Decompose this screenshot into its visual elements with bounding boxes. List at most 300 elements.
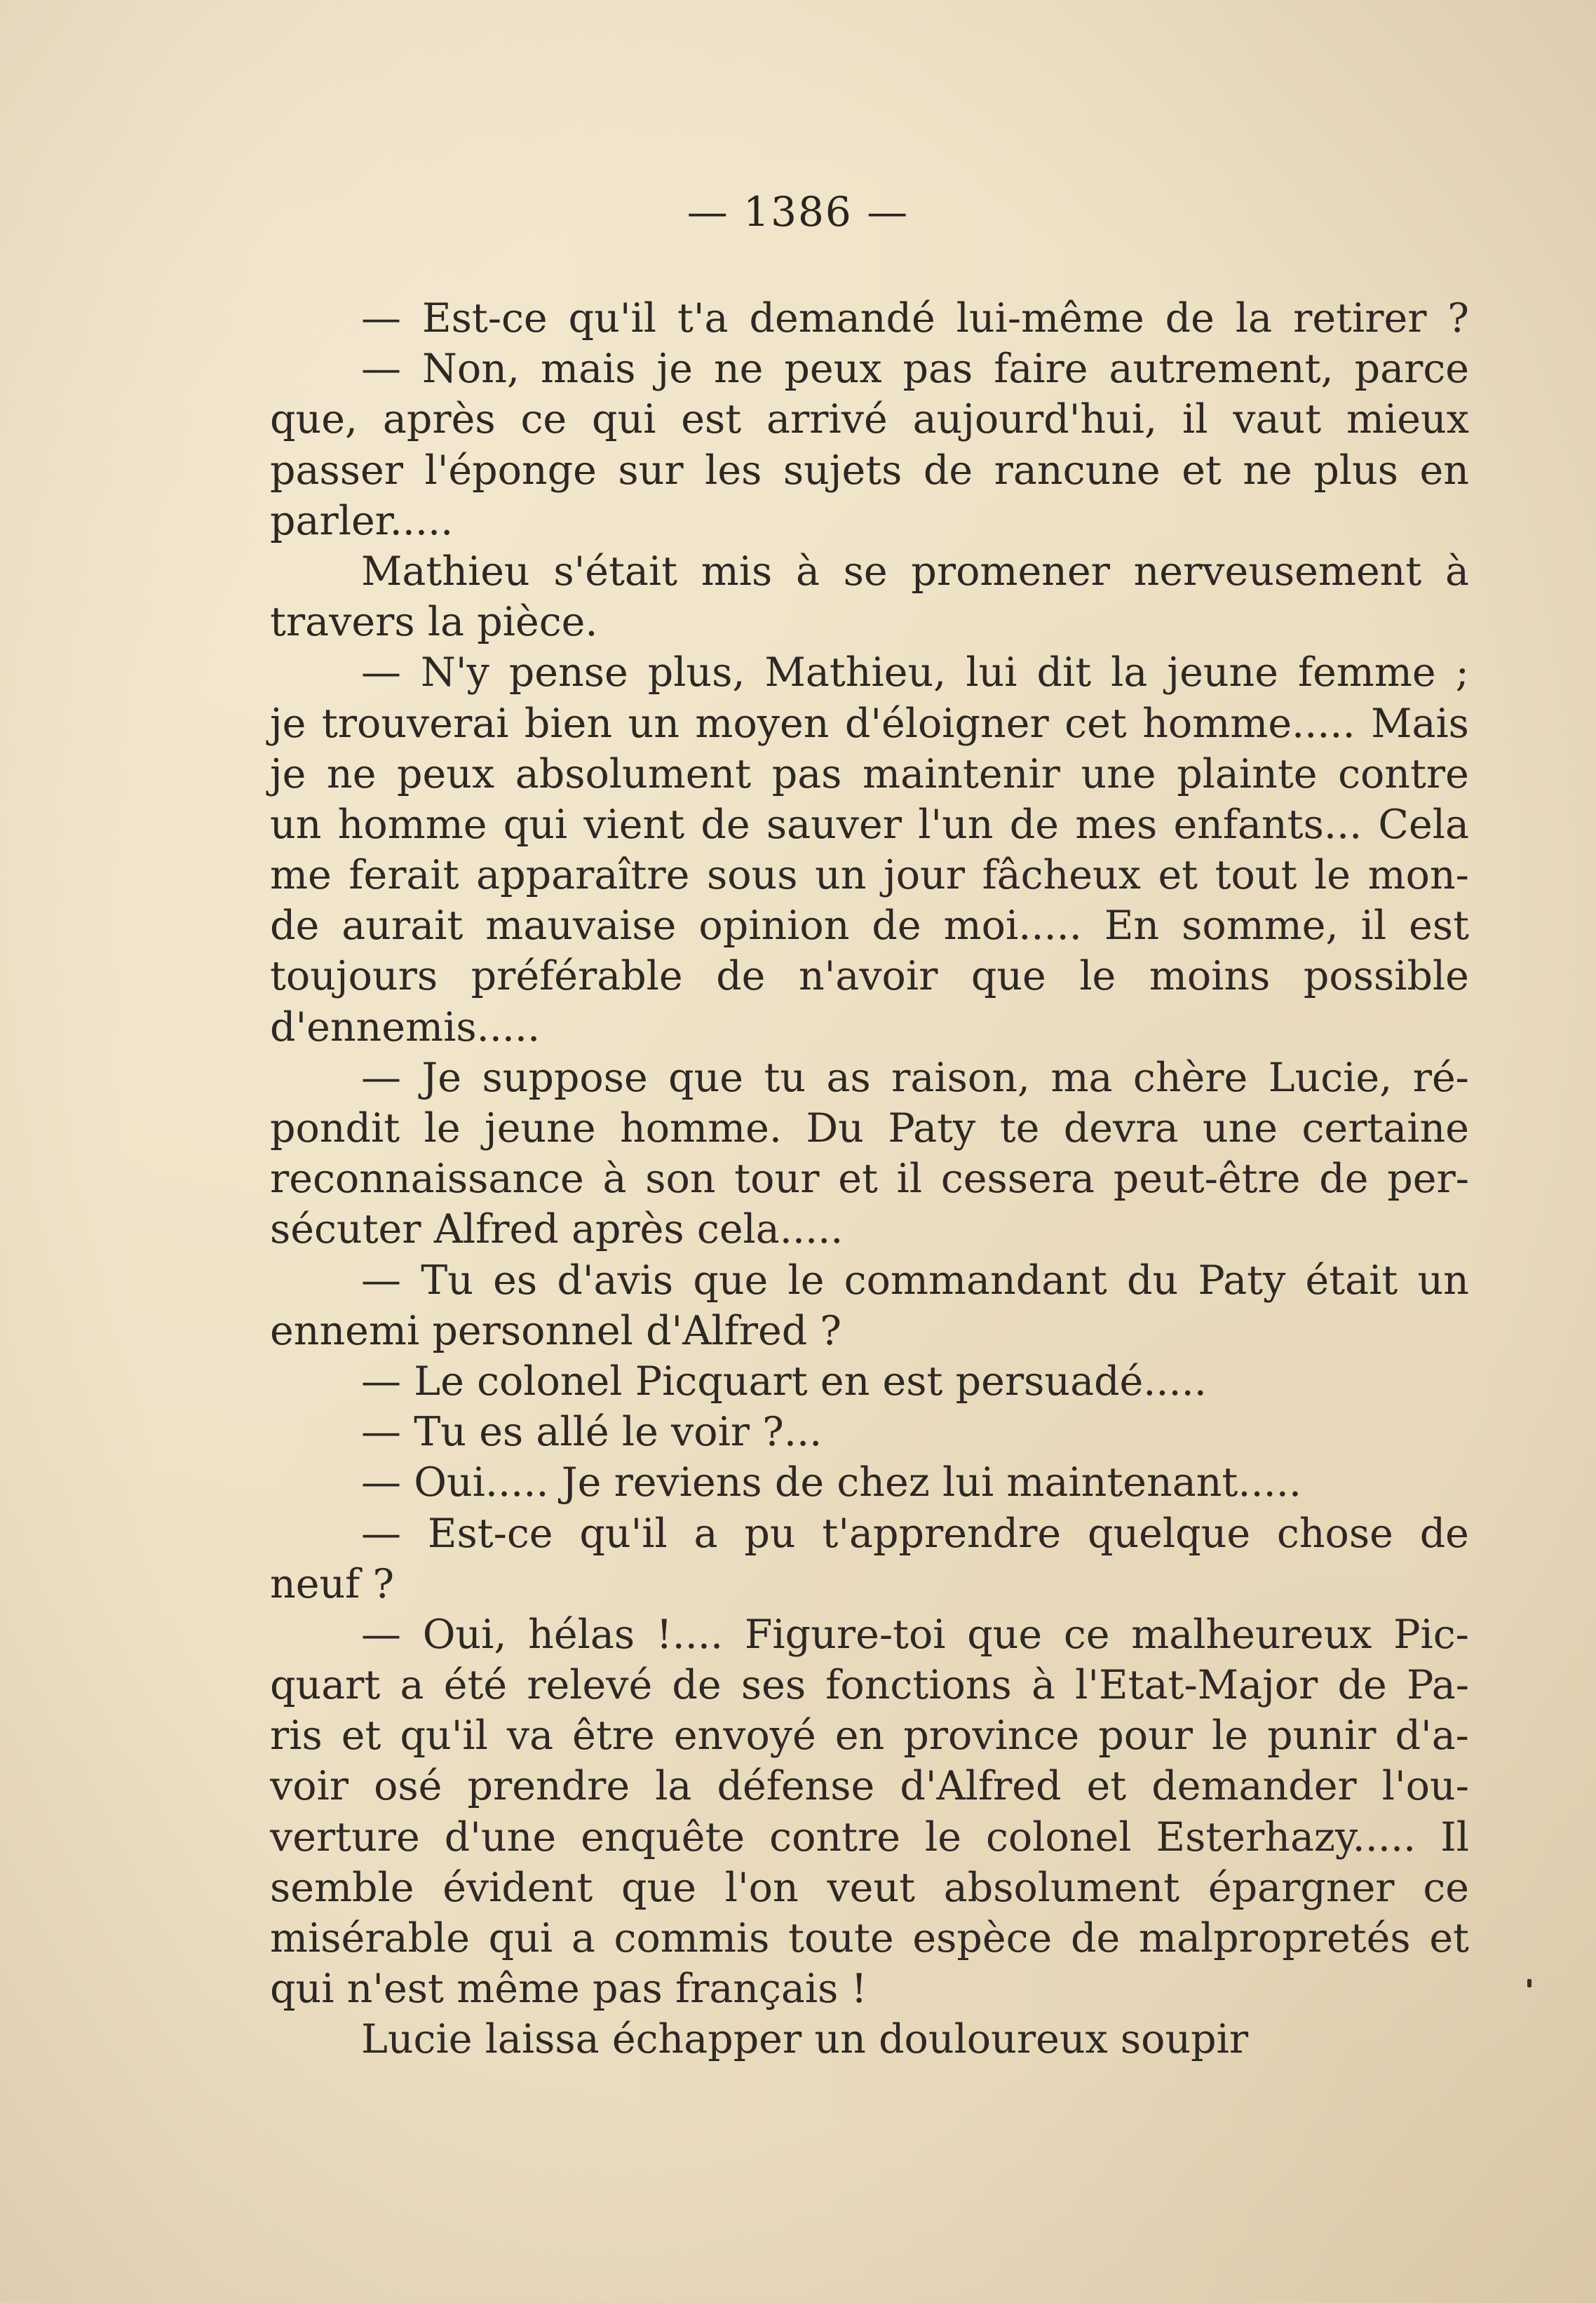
word: vaut: [1233, 396, 1322, 443]
word: —: [361, 649, 401, 696]
text-line: [270, 394, 1469, 445]
text-line: [270, 1154, 1469, 1204]
text-line: [270, 951, 1469, 1001]
word: —: [361, 1358, 401, 1405]
word: tout: [1215, 852, 1297, 899]
word: même: [457, 1966, 580, 2013]
word: et: [838, 1156, 878, 1203]
word: du: [1127, 1257, 1179, 1304]
word: ne: [713, 346, 764, 393]
word: autrement,: [1109, 346, 1334, 393]
text-line: [270, 698, 1469, 749]
word: —: [361, 1054, 401, 1101]
word: pour: [1098, 1713, 1193, 1760]
text-line: [270, 293, 1469, 344]
word: pense: [508, 649, 628, 696]
word: —: [361, 1459, 401, 1506]
word: reviens: [614, 1459, 762, 1506]
word: persuadé.....: [955, 1358, 1207, 1405]
text-line: [270, 1204, 1469, 1255]
word: il: [896, 1156, 923, 1203]
word: ce: [520, 396, 567, 443]
word: demandé: [749, 295, 935, 342]
word: Le: [414, 1358, 464, 1405]
word: plus,: [647, 649, 745, 696]
word: absolument: [515, 750, 752, 797]
word: Je: [561, 1459, 602, 1506]
word: il: [1182, 396, 1208, 443]
word: enquête: [581, 1814, 745, 1860]
word: français: [675, 1966, 839, 2013]
word: Lucie,: [1268, 1054, 1393, 1101]
word: hélas: [528, 1611, 635, 1658]
text-line: [270, 1812, 1469, 1863]
word: d'avis: [557, 1257, 674, 1304]
word: plus: [1313, 447, 1398, 494]
word: me: [270, 852, 332, 899]
word: te: [999, 1105, 1040, 1152]
word: maintenir: [863, 750, 1060, 797]
text-line: [270, 1508, 1469, 1559]
word: sur: [618, 447, 684, 494]
word: que: [621, 1864, 696, 1911]
word: ma: [1050, 1054, 1113, 1101]
word: ne: [327, 750, 377, 797]
word: l'ou-: [1381, 1763, 1469, 1810]
word: et: [1429, 1915, 1469, 1961]
word: un: [1417, 1257, 1469, 1304]
word: un: [628, 700, 679, 747]
word: N'y: [421, 649, 489, 696]
word: contre: [769, 1814, 900, 1860]
text-line: [270, 1559, 1469, 1609]
word: Picquart: [635, 1358, 808, 1405]
word: s'était: [553, 548, 678, 595]
word: laissa: [485, 2016, 600, 2063]
word: de: [716, 953, 766, 1000]
text-line: [270, 1002, 1469, 1053]
word: peux: [784, 346, 882, 393]
word: Pic-: [1393, 1611, 1469, 1658]
word: devra: [1063, 1105, 1179, 1152]
text-line: [270, 1863, 1469, 1913]
word: le: [621, 1409, 658, 1456]
word: pas: [593, 1966, 663, 2013]
word: aujourd'hui,: [912, 396, 1158, 443]
word: colonel: [986, 1814, 1132, 1860]
word: est: [681, 396, 742, 443]
word: promener: [911, 548, 1110, 595]
word: de: [1337, 1662, 1387, 1709]
word: Mathieu,: [764, 649, 947, 696]
word: colonel: [477, 1358, 623, 1405]
text-line: [270, 1255, 1469, 1306]
word: commandant: [844, 1257, 1107, 1304]
word: trouverai: [321, 700, 509, 747]
word: qui: [592, 396, 656, 443]
text-line: [270, 344, 1469, 394]
word: t'a: [677, 295, 729, 342]
word: per-: [1387, 1156, 1469, 1203]
word: somme,: [1182, 903, 1339, 950]
word: chose: [1276, 1510, 1393, 1557]
word: parce: [1354, 346, 1469, 393]
word: évident: [442, 1864, 593, 1911]
text-line: [270, 1609, 1469, 1660]
word: arrivé: [766, 396, 888, 443]
word: sécuter: [270, 1206, 421, 1253]
word: moi.....: [943, 903, 1082, 950]
word: t'apprendre: [822, 1510, 1062, 1557]
word: jeune: [485, 1105, 596, 1152]
word: contre: [1338, 750, 1469, 797]
word: Pa-: [1406, 1662, 1469, 1709]
word: —: [361, 346, 401, 393]
word: de: [872, 903, 921, 950]
word: Lucie: [361, 2016, 473, 2063]
word: ferait: [349, 852, 459, 899]
word: lui: [942, 1459, 994, 1506]
word: qui: [270, 1966, 334, 2013]
word: homme: [337, 801, 487, 848]
text-line: [270, 1356, 1469, 1407]
word: peux: [397, 750, 495, 797]
word: Tu: [421, 1257, 473, 1304]
word: de: [774, 1459, 825, 1506]
word: plainte: [1177, 750, 1318, 797]
word: douloureux: [879, 2016, 1108, 2063]
word: d'ennemis.....: [270, 1004, 541, 1051]
word: mes: [1075, 801, 1158, 848]
word: quelque: [1087, 1510, 1251, 1557]
word: espèce: [912, 1915, 1053, 1961]
word: mon-: [1367, 852, 1469, 899]
word: défense: [717, 1763, 875, 1810]
text-line: [270, 597, 1469, 647]
word: et: [1086, 1763, 1127, 1810]
word: sujets: [783, 447, 902, 494]
word: suppose: [482, 1054, 648, 1101]
word: de: [1009, 801, 1059, 848]
word: les: [705, 447, 762, 494]
word: peut-être: [1113, 1156, 1301, 1203]
word: Mais: [1371, 700, 1469, 747]
word: —: [361, 1409, 401, 1456]
word: la: [1235, 295, 1273, 342]
word: personnel: [432, 1307, 633, 1354]
word: et: [1182, 447, 1222, 494]
word: commis: [614, 1915, 770, 1961]
text-line: [270, 1913, 1469, 1964]
word: que: [693, 1257, 769, 1304]
word: chère: [1132, 1054, 1248, 1101]
text-line: [270, 1407, 1469, 1457]
word: pièce.: [477, 599, 598, 646]
word: voir: [671, 1409, 750, 1456]
text-line: [270, 1053, 1469, 1103]
word: de: [923, 447, 973, 494]
word: tour: [734, 1156, 820, 1203]
word: Paty: [1198, 1257, 1286, 1304]
page-number: — 1386 —: [687, 188, 909, 236]
word: le: [424, 1105, 461, 1152]
word: d'éloigner: [844, 700, 1049, 747]
text-line: [270, 1710, 1469, 1761]
word: je: [656, 346, 693, 393]
word: son: [645, 1156, 716, 1203]
word: En: [1104, 903, 1160, 950]
word: un: [270, 801, 322, 848]
word: de: [672, 1662, 722, 1709]
text-line: [270, 1761, 1469, 1811]
text-line: [270, 2014, 1469, 2065]
word: Oui,: [422, 1611, 507, 1658]
word: d'Alfred: [900, 1763, 1062, 1810]
word: as: [826, 1054, 871, 1101]
word: qu'il: [579, 1510, 668, 1557]
word: Est-ce: [421, 295, 548, 342]
word: en: [834, 1713, 885, 1760]
word: pondit: [270, 1105, 400, 1152]
text-line: [270, 1660, 1469, 1710]
word: ré-: [1412, 1054, 1469, 1101]
word: chez: [837, 1459, 930, 1506]
word: reconnaissance: [270, 1156, 584, 1203]
word: à: [1031, 1662, 1055, 1709]
word: cet: [1064, 700, 1127, 747]
word: de: [1319, 1156, 1369, 1203]
text-line: [270, 900, 1469, 951]
word: mais: [541, 346, 636, 393]
word: allé: [536, 1409, 609, 1456]
word: !: [851, 1966, 867, 2013]
word: enfants...: [1173, 801, 1362, 848]
word: Oui.....: [414, 1459, 549, 1506]
word: Non,: [422, 346, 520, 393]
word: de: [270, 903, 320, 950]
word: aurait: [341, 903, 464, 950]
word: ris: [270, 1713, 323, 1760]
word: mieux: [1346, 396, 1469, 443]
word: le: [787, 1257, 825, 1304]
word: ce: [1063, 1611, 1110, 1658]
word: qu'il: [400, 1713, 488, 1760]
text-line: [270, 1103, 1469, 1154]
word: passer: [270, 447, 403, 494]
word: Esterhazy.....: [1156, 1814, 1416, 1860]
word: l'on: [724, 1864, 799, 1911]
word: rancune: [994, 447, 1161, 494]
word: que,: [270, 396, 358, 443]
word: !....: [656, 1611, 724, 1658]
word: va: [506, 1713, 554, 1760]
word: qui: [488, 1915, 553, 1961]
word: d'a-: [1395, 1713, 1469, 1760]
word: le: [1212, 1713, 1249, 1760]
word: voir: [270, 1763, 349, 1810]
word: en: [820, 1358, 870, 1405]
word: l'éponge: [424, 447, 597, 494]
word: Est-ce: [427, 1510, 553, 1557]
text-line: [270, 749, 1469, 799]
word: sauver: [766, 801, 902, 848]
word: la: [655, 1763, 692, 1810]
ink-speck: [1527, 1979, 1531, 1987]
word: pas: [902, 346, 973, 393]
word: veut: [827, 1864, 915, 1911]
word: être: [572, 1713, 655, 1760]
word: Figure-toi: [744, 1611, 946, 1658]
word: osé: [374, 1763, 442, 1810]
text-line: [270, 1306, 1469, 1356]
word: l'un: [918, 801, 994, 848]
word: travers: [270, 599, 415, 646]
word: bien: [524, 700, 613, 747]
word: tu: [764, 1054, 806, 1101]
body-text: [270, 293, 1469, 2065]
word: Tu: [414, 1409, 466, 1456]
text-line: [270, 1457, 1469, 1508]
word: province: [903, 1713, 1080, 1760]
word: cela.....: [696, 1206, 844, 1253]
word: d'une: [444, 1814, 557, 1860]
word: —: [361, 1257, 401, 1304]
word: Je: [421, 1054, 462, 1101]
word: qu'il: [568, 295, 656, 342]
word: échapper: [611, 2016, 802, 2063]
word: —: [361, 1510, 401, 1557]
word: Du: [806, 1105, 864, 1152]
word: soupir: [1120, 2016, 1249, 2063]
word: relevé: [527, 1662, 653, 1709]
word: la: [1111, 649, 1148, 696]
word: apparaître: [476, 852, 690, 899]
word: une: [1202, 1105, 1278, 1152]
word: n'avoir: [798, 953, 938, 1000]
word: de: [1070, 1915, 1121, 1961]
word: toujours: [270, 953, 438, 1000]
word: certaine: [1301, 1105, 1469, 1152]
word: maintenant.....: [1006, 1459, 1301, 1506]
word: moins: [1149, 953, 1271, 1000]
word: pas: [771, 750, 842, 797]
word: parler.....: [270, 497, 454, 544]
word: dit: [1036, 649, 1092, 696]
word: es: [493, 1257, 538, 1304]
word: Mathieu: [361, 548, 530, 595]
word: Cela: [1378, 801, 1469, 848]
word: préférable: [471, 953, 683, 1000]
word: possible: [1303, 953, 1469, 1000]
word: toute: [788, 1915, 894, 1961]
word: pu: [744, 1510, 796, 1557]
word: que: [967, 1611, 1043, 1658]
word: en: [1419, 447, 1469, 494]
word: mauvaise: [485, 903, 677, 950]
word: ne: [1243, 447, 1292, 494]
word: n'est: [346, 1966, 444, 2013]
word: cessera: [940, 1156, 1095, 1203]
word: a: [694, 1510, 718, 1557]
word: moyen: [695, 700, 830, 747]
word: retirer: [1293, 295, 1427, 342]
word: prendre: [467, 1763, 630, 1810]
word: Il: [1440, 1814, 1469, 1860]
word: à: [1445, 548, 1469, 595]
word: demander: [1151, 1763, 1357, 1810]
word: ce: [1423, 1864, 1469, 1911]
word: ?...: [762, 1409, 823, 1456]
word: nerveusement: [1133, 548, 1422, 595]
word: vient: [583, 801, 685, 848]
word: épargner: [1208, 1864, 1395, 1911]
word: un: [814, 2016, 866, 2063]
word: faire: [994, 346, 1088, 393]
word: ennemi: [270, 1307, 420, 1354]
word: jour: [884, 852, 966, 899]
word: que: [971, 953, 1046, 1000]
word: femme: [1297, 649, 1436, 696]
word: absolument: [943, 1864, 1180, 1911]
word: verture: [270, 1814, 420, 1860]
word: lui: [966, 649, 1017, 696]
word: un: [815, 852, 867, 899]
word: mis: [701, 548, 773, 595]
word: ?: [372, 1560, 395, 1607]
word: a: [571, 1915, 595, 1961]
word: était: [1305, 1257, 1398, 1304]
word: une: [1081, 750, 1156, 797]
word: l'Etat-Major: [1075, 1662, 1318, 1709]
word: été: [443, 1662, 508, 1709]
word: à: [795, 548, 820, 595]
word: malpropretés: [1138, 1915, 1411, 1961]
text-line: [270, 799, 1469, 850]
word: jeune: [1167, 649, 1278, 696]
word: raison,: [891, 1054, 1031, 1101]
word: fâcheux: [982, 852, 1141, 899]
word: et: [1158, 852, 1198, 899]
word: opinion: [698, 903, 850, 950]
word: quart: [270, 1662, 381, 1709]
word: de: [1419, 1510, 1469, 1557]
word: à: [602, 1156, 627, 1203]
word: je: [270, 700, 306, 747]
word: le: [1314, 852, 1351, 899]
word: est: [882, 1358, 943, 1405]
word: sous: [706, 852, 798, 899]
word: le: [1079, 953, 1116, 1000]
word: ?: [1447, 295, 1469, 342]
word: homme.....: [1142, 700, 1355, 747]
word: et: [341, 1713, 381, 1760]
word: misérable: [270, 1915, 470, 1961]
word: neuf: [270, 1560, 360, 1607]
word: lui-même: [956, 295, 1144, 342]
word: —: [361, 1611, 401, 1658]
word: ;: [1455, 649, 1469, 696]
word: envoyé: [673, 1713, 816, 1760]
word: après: [571, 1206, 684, 1253]
text-line: [270, 496, 1469, 546]
word: est: [1409, 903, 1469, 950]
word: es: [479, 1409, 524, 1456]
word: de: [701, 801, 750, 848]
word: d'Alfred: [646, 1307, 808, 1354]
text-line: [270, 1964, 1469, 2014]
text-line: [270, 546, 1469, 597]
text-line: [270, 647, 1469, 698]
